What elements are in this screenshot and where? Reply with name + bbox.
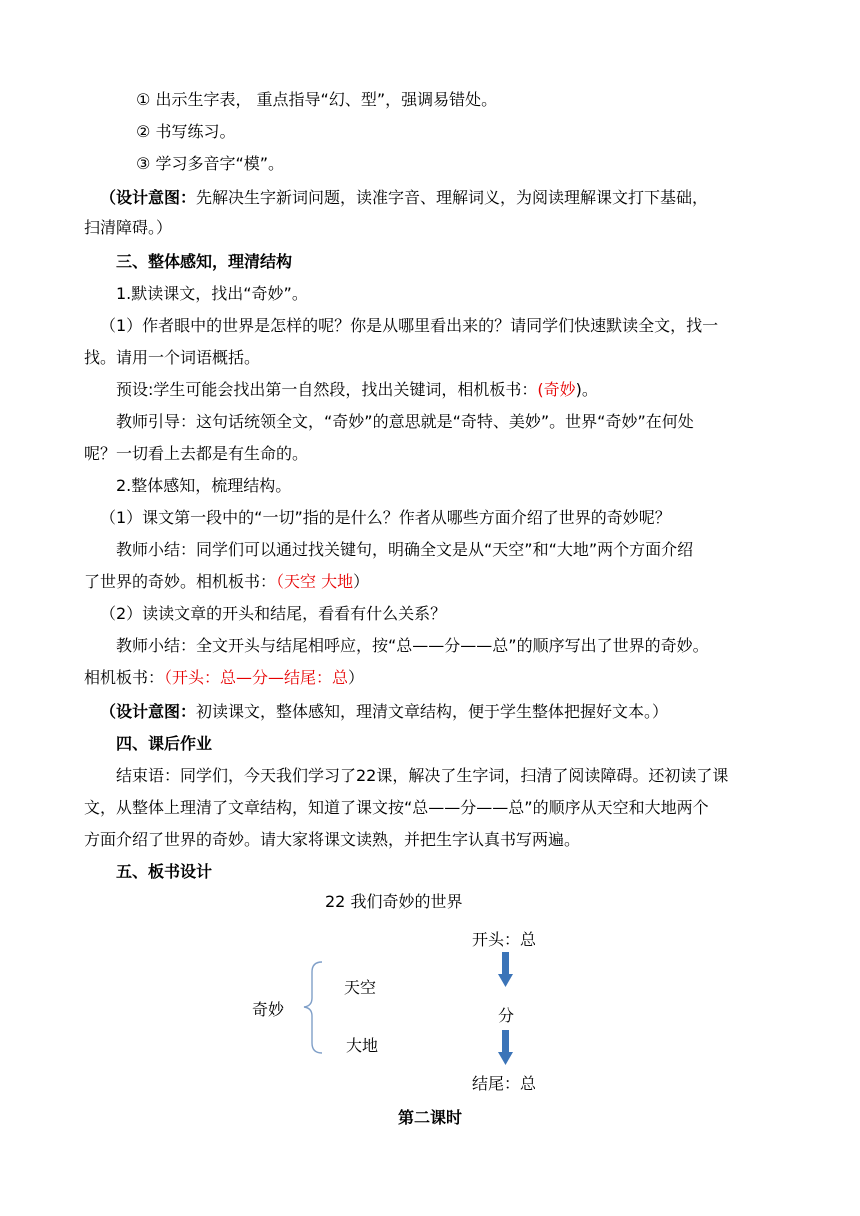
board-qimiao: 奇妙 xyxy=(252,1000,285,1019)
design-intent-1-text: 先解决生字新词问题，读准字音、理解词义，为阅读理解课文打下基础， xyxy=(196,188,709,207)
next-lesson-heading: 第二课时 xyxy=(397,1108,462,1127)
board-end: 结尾：总 xyxy=(472,1074,537,1093)
board-start: 开头：总 xyxy=(472,930,537,949)
section-3-para-4-line-2: 呢？一切看上去都是有生命的。 xyxy=(84,444,309,463)
board-keyword-sky-earth: （天空 大地 xyxy=(276,572,354,591)
section-3-para-8: （2）读读文章的开头和结尾，看看有什么关系？ xyxy=(100,604,447,623)
section-4-heading: 四、课后作业 xyxy=(116,734,213,753)
board-fen: 分 xyxy=(498,1006,515,1025)
design-intent-1-line-2: 扫清障碍。） xyxy=(84,218,173,237)
down-arrow-icon xyxy=(498,1030,513,1065)
brace-shape xyxy=(304,962,322,1053)
section-3-para-2-line-2: 找。请用一个词语概括。 xyxy=(84,348,261,367)
section-3-para-6: （1）课文第一段中的“一切”指的是什么？作者从哪些方面介绍了世界的奇妙呢？ xyxy=(100,508,671,527)
section-5-heading: 五、板书设计 xyxy=(116,862,213,881)
section-3-para-3-end: )。 xyxy=(575,380,598,399)
step-3-number: ③ xyxy=(136,154,151,173)
section-4-line-1: 结束语：同学们，今天我们学习了22课，解决了生字词，扫清了阅读障碍。还初读了课 xyxy=(116,766,729,785)
design-intent-2-text: 初读课文，整体感知，理清文章结构，便于学生整体把握好文本。） xyxy=(196,702,669,721)
section-3-para-9-text: 相机板书： xyxy=(84,668,165,687)
section-3-para-2-line-1: （1）作者眼中的世界是怎样的呢？你是从哪里看出来的？请同学们快速默读全文，找一 xyxy=(100,316,719,335)
design-intent-1-label: （设计意图： xyxy=(100,188,197,207)
section-3-para-9-line-1: 教师小结：全文开头与结尾相呼应，按“总——分——总”的顺序写出了世界的奇妙。 xyxy=(116,636,709,655)
section-3-para-3-text: 预设:学生可能会找出第一自然段，找出关键词，相机板书： xyxy=(116,380,538,399)
section-4-line-3: 方面介绍了世界的奇妙。请大家将课文读熟，并把生字认真书写两遍。 xyxy=(84,830,581,849)
section-4-line-2: 文，从整体上理清了文章结构，知道了课文按“总——分——总”的顺序从天空和大地两个 xyxy=(84,798,709,817)
section-3-para-1: 1.默读课文，找出“奇妙”。 xyxy=(116,284,308,303)
section-3-para-5: 2.整体感知，梳理结构。 xyxy=(116,476,292,495)
down-arrow-icon xyxy=(498,952,513,987)
board-sky: 天空 xyxy=(344,978,377,997)
section-3-heading: 三、整体感知，理清结构 xyxy=(116,252,293,271)
design-intent-2-label: （设计意图： xyxy=(100,702,197,721)
step-2-text: 书写练习。 xyxy=(155,122,236,141)
board-earth: 大地 xyxy=(346,1036,379,1055)
board-keyword-qimiao: (奇妙 xyxy=(537,380,576,399)
step-1-number: ① xyxy=(136,90,151,109)
section-3-para-7-text: 了世界的奇妙。相机板书： xyxy=(84,572,277,591)
board-title: 22 我们奇妙的世界 xyxy=(325,892,463,911)
step-1-text: 出示生字表， 重点指导“幻、型”，强调易错处。 xyxy=(155,90,498,109)
step-3-text: 学习多音字“模”。 xyxy=(155,154,285,173)
section-3-para-4-line-1: 教师引导：这句话统领全文，“奇妙”的意思就是“奇特、美妙”。世界“奇妙”在何处 xyxy=(116,412,694,431)
board-keyword-structure: （开头：总—分—结尾：总 xyxy=(164,668,349,687)
section-3-para-7-end: ） xyxy=(353,572,370,591)
step-2-number: ② xyxy=(136,122,151,141)
section-3-para-9-end: ） xyxy=(348,668,365,687)
section-3-para-7-line-1: 教师小结：同学们可以通过找关键句，明确全文是从“天空”和“大地”两个方面介绍 xyxy=(116,540,694,559)
